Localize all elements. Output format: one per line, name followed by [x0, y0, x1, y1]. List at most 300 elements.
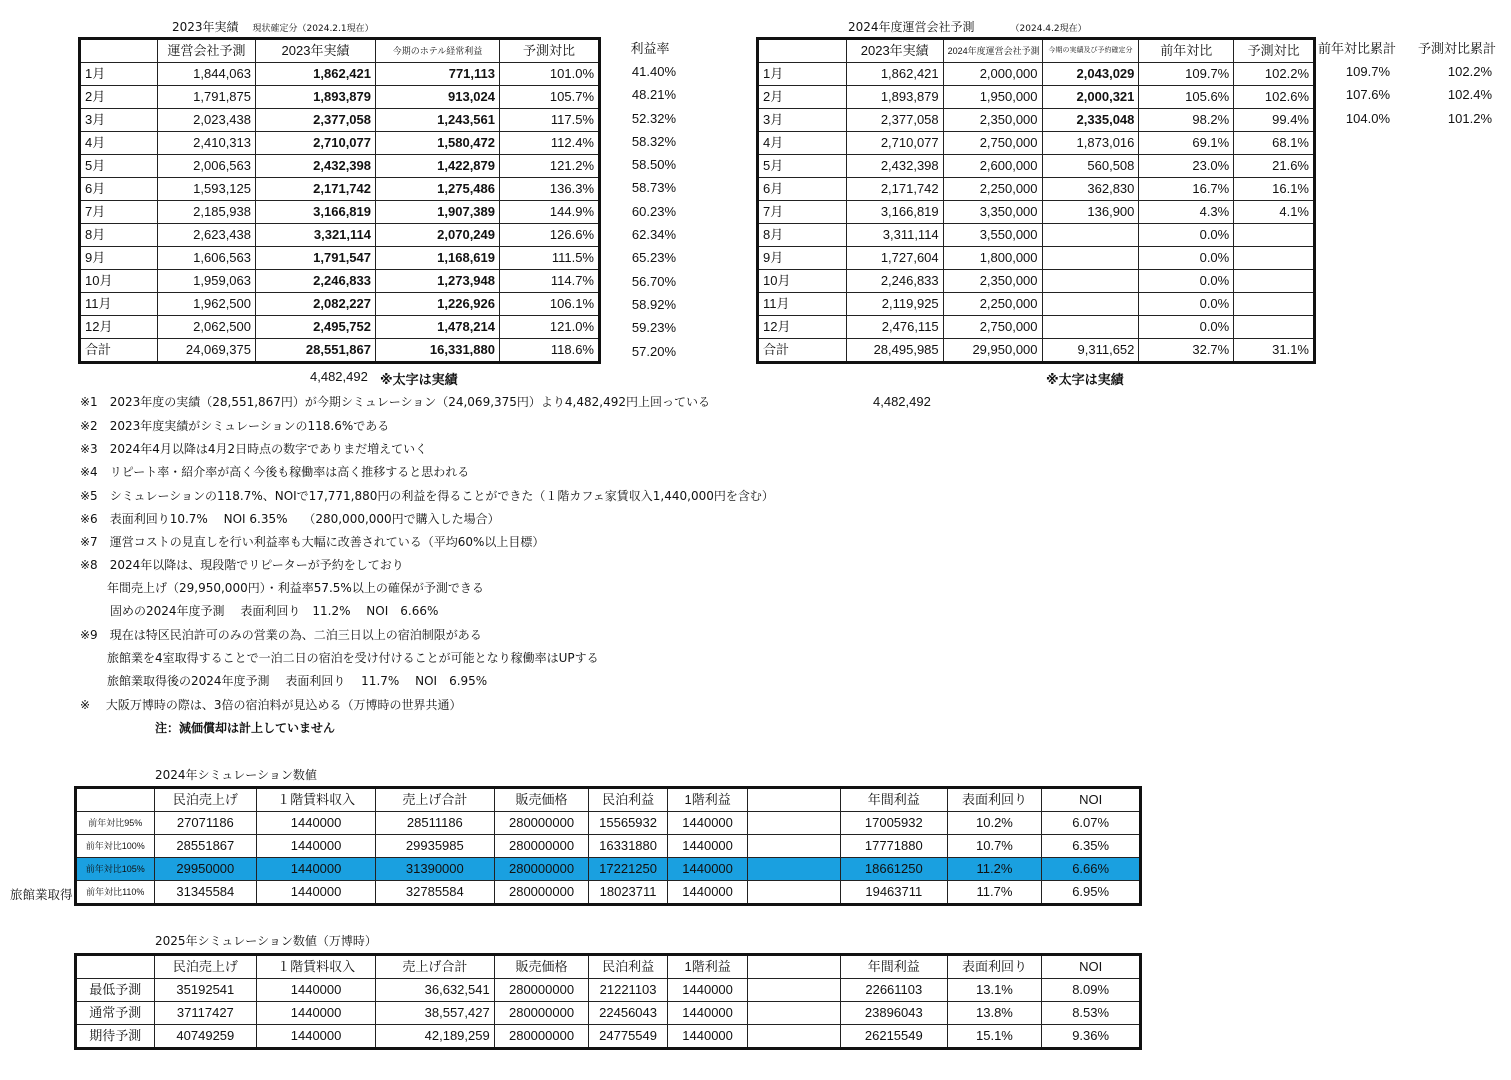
- column-header: 予測対比: [500, 39, 600, 63]
- table-cell: [1042, 316, 1139, 339]
- table-cell: 106.1%: [500, 293, 600, 316]
- note-line: ※8 2024年以降は、現段階でリピーターが予約をしており: [80, 558, 404, 572]
- table-cell: [1234, 270, 1315, 293]
- table-row: [76, 812, 1141, 835]
- table-cell: 1,844,063: [158, 63, 256, 86]
- table-cell: 109.7%: [1139, 63, 1234, 86]
- table-cell: 17771880: [840, 835, 947, 858]
- table-cell: [748, 1025, 841, 1049]
- table-cell: 2,623,438: [158, 224, 256, 247]
- column-header: 今期のホテル経常利益: [376, 39, 500, 63]
- column-header: 売上げ合計: [375, 788, 494, 812]
- table-row: [76, 881, 1141, 905]
- month-label: 9月: [758, 247, 847, 270]
- table-cell: 1,959,063: [158, 270, 256, 293]
- table-cell: 101.0%: [500, 63, 600, 86]
- month-label: 7月: [80, 201, 158, 224]
- table-cell: 16,331,880: [376, 339, 500, 363]
- table-row: [758, 178, 1315, 201]
- table-cell: 32785584: [375, 881, 494, 905]
- table-cell: 4.3%: [1139, 201, 1234, 224]
- table-cell: 17221250: [589, 858, 668, 881]
- difference-2024: 4,482,492: [873, 394, 931, 409]
- table-cell: 15565932: [589, 812, 668, 835]
- note-line: 旅館業取得後の2024年度予測 表面利回り 11.7% NOI 6.95%: [107, 674, 488, 688]
- cumulative-columns: [1318, 37, 1498, 130]
- table-cell: 16.7%: [1139, 178, 1234, 201]
- table-cell: 23.0%: [1139, 155, 1234, 178]
- table-cell: 26215549: [840, 1025, 947, 1049]
- table-cell: 1440000: [667, 858, 748, 881]
- table-row: [76, 835, 1141, 858]
- table-cell: 11.7%: [947, 881, 1042, 905]
- table-cell: 3,311,114: [846, 224, 943, 247]
- table-cell: 1440000: [667, 812, 748, 835]
- table-cell: 2,710,077: [846, 132, 943, 155]
- table-cell: 2,043,029: [1042, 63, 1139, 86]
- highlighted-row: [76, 858, 1141, 881]
- month-label: 1月: [758, 63, 847, 86]
- table-row: [80, 316, 600, 339]
- scenario-label: 前年対比100%: [76, 835, 155, 858]
- table-row: [758, 316, 1315, 339]
- table-cell: 560,508: [1042, 155, 1139, 178]
- table-cell: 2,750,000: [943, 316, 1042, 339]
- table-cell: 3,166,819: [846, 201, 943, 224]
- table-cell: 280000000: [494, 812, 589, 835]
- table-row: [758, 109, 1315, 132]
- table-cell: 111.5%: [500, 247, 600, 270]
- table-cell: 29,950,000: [943, 339, 1042, 363]
- table-cell: 913,024: [376, 86, 500, 109]
- table-2024-caption: [848, 18, 1087, 35]
- table-cell: 19463711: [840, 881, 947, 905]
- table-cell: 0.0%: [1139, 316, 1234, 339]
- table-cell: 23896043: [840, 1002, 947, 1025]
- table-cell: 1,862,421: [846, 63, 943, 86]
- table-cell: 2,750,000: [943, 132, 1042, 155]
- sim-2024-table: [74, 786, 1142, 906]
- note-line: ※1 2023年度の実績（28,551,867円）が今期シミュレーション（24,069,375円）より4,482,492円上回っている: [80, 395, 710, 409]
- table-cell: 1,422,879: [376, 155, 500, 178]
- profit-rate-value: 58.32%: [631, 133, 676, 149]
- table-cell: 2,432,398: [256, 155, 376, 178]
- column-header: １階賃料収入: [257, 955, 376, 979]
- table-cell: 362,830: [1042, 178, 1139, 201]
- note-line: ※7 運営コストの見直しを行い利益率も大幅に改善されている（平均60%以上目標）: [80, 535, 545, 549]
- table-row: [80, 247, 600, 270]
- table-cell: [748, 979, 841, 1002]
- table-cell: 1440000: [667, 1025, 748, 1049]
- table-cell: 1,243,561: [376, 109, 500, 132]
- table-cell: 2,023,438: [158, 109, 256, 132]
- table-cell: 9,311,652: [1042, 339, 1139, 363]
- profit-rate-value: 52.32%: [631, 110, 676, 126]
- table-row: [758, 293, 1315, 316]
- profit-rate-value: 57.20%: [631, 343, 676, 359]
- table-cell: 37117427: [154, 1002, 257, 1025]
- cumulative-forecast-value: 102.4%: [1447, 87, 1492, 103]
- table-cell: 16.1%: [1234, 178, 1315, 201]
- table-cell: 3,321,114: [256, 224, 376, 247]
- table-cell: 98.2%: [1139, 109, 1234, 132]
- cumulative-yoy-value: 107.6%: [1345, 87, 1390, 103]
- column-header: [76, 788, 155, 812]
- table-cell: 1,275,486: [376, 178, 500, 201]
- sim2025-header-row: [76, 955, 1141, 979]
- table-cell: 280000000: [494, 835, 589, 858]
- table-row: [80, 293, 600, 316]
- table-cell: 2,432,398: [846, 155, 943, 178]
- table-row: [76, 1002, 1141, 1025]
- table-row: [80, 201, 600, 224]
- table-cell: [748, 1002, 841, 1025]
- table-row: [758, 339, 1315, 363]
- table-cell: 1,168,619: [376, 247, 500, 270]
- bold-legend-2023: ※太字は実績: [380, 373, 458, 388]
- month-label: 12月: [758, 316, 847, 339]
- table-cell: 1,273,948: [376, 270, 500, 293]
- cumulative-forecast-value: 101.2%: [1447, 110, 1492, 126]
- month-label: 8月: [758, 224, 847, 247]
- cumulative-yoy-value: 109.7%: [1345, 64, 1390, 79]
- table-cell: 1,862,421: [256, 63, 376, 86]
- table-cell: 68.1%: [1234, 132, 1315, 155]
- sim-2025-table: [74, 953, 1142, 1050]
- table-cell: 1440000: [667, 979, 748, 1002]
- column-header: [748, 788, 841, 812]
- scenario-label: 前年対比105%: [76, 858, 155, 881]
- table-2023-header-row: [80, 39, 600, 63]
- month-label: 10月: [758, 270, 847, 293]
- note-line: ※ 大阪万博時の際は、3倍の宿泊料が見込める（万博時の世界共通）: [80, 698, 462, 712]
- table-cell: 32.7%: [1139, 339, 1234, 363]
- table-cell: 2,377,058: [256, 109, 376, 132]
- table-cell: 31390000: [375, 858, 494, 881]
- sim-2025-title: 2025年シミュレーション数値（万博時）: [155, 934, 377, 948]
- table-cell: 11.2%: [947, 858, 1042, 881]
- table-cell: 3,350,000: [943, 201, 1042, 224]
- scenario-label: 期待予測: [76, 1025, 155, 1049]
- table-row: [758, 201, 1315, 224]
- table-cell: 280000000: [494, 979, 589, 1002]
- column-header: １階賃料収入: [257, 788, 376, 812]
- column-header: [76, 955, 155, 979]
- column-header: [80, 39, 158, 63]
- table-2024-header-row: [758, 39, 1315, 63]
- table-cell: 1440000: [257, 1025, 376, 1049]
- profit-rate-value: 41.40%: [631, 64, 676, 79]
- table-cell: 1,950,000: [943, 86, 1042, 109]
- table-cell: 105.6%: [1139, 86, 1234, 109]
- table-row: [80, 86, 600, 109]
- month-label: 1月: [80, 63, 158, 86]
- table-2023-caption: [172, 18, 374, 35]
- scenario-label: 前年対比110%: [76, 881, 155, 905]
- table-cell: 18023711: [589, 881, 668, 905]
- column-header: [748, 955, 841, 979]
- profit-rate-header: 利益率: [630, 41, 670, 56]
- table-cell: 0.0%: [1139, 293, 1234, 316]
- month-label: 合計: [80, 339, 158, 363]
- table-cell: 1440000: [257, 812, 376, 835]
- table-cell: 42,189,259: [375, 1025, 494, 1049]
- table-cell: [1234, 247, 1315, 270]
- profit-rate-value: 58.73%: [631, 180, 676, 196]
- table-cell: 24775549: [589, 1025, 668, 1049]
- table-2024-status-note: （2024.4.2現在）: [1010, 24, 1087, 34]
- cumulative-row: [1318, 60, 1498, 83]
- table-cell: 1,606,563: [158, 247, 256, 270]
- table-cell: 1,580,472: [376, 132, 500, 155]
- table-cell: 2,710,077: [256, 132, 376, 155]
- table-cell: [1042, 224, 1139, 247]
- table-2023-title: 2023年実績: [172, 20, 239, 34]
- profit-rate-value: 60.23%: [631, 203, 676, 219]
- profit-rate-value: 65.23%: [631, 250, 676, 266]
- table-cell: 1,478,214: [376, 316, 500, 339]
- profit-rate-value: 56.70%: [631, 273, 676, 289]
- table-cell: 28551867: [154, 835, 257, 858]
- table-cell: 18661250: [840, 858, 947, 881]
- table-cell: 2,476,115: [846, 316, 943, 339]
- table-cell: 136.3%: [500, 178, 600, 201]
- table-cell: 1,593,125: [158, 178, 256, 201]
- cumulative-yoy-value: 104.0%: [1345, 110, 1390, 126]
- column-header: 民泊利益: [589, 788, 668, 812]
- month-label: 8月: [80, 224, 158, 247]
- table-cell: 6.07%: [1042, 812, 1141, 835]
- table-cell: 1440000: [257, 979, 376, 1002]
- column-header: 2023年実績: [256, 39, 376, 63]
- table-cell: 2,250,000: [943, 178, 1042, 201]
- scenario-label: 前年対比95%: [76, 812, 155, 835]
- note-line: ※9 現在は特区民泊許可のみの営業の為、二泊三日以上の宿泊制限がある: [80, 628, 482, 642]
- table-cell: 2,062,500: [158, 316, 256, 339]
- table-cell: 31345584: [154, 881, 257, 905]
- table-cell: 280000000: [494, 881, 589, 905]
- table-cell: [1042, 270, 1139, 293]
- column-header: 民泊売上げ: [154, 955, 257, 979]
- table-cell: 1,907,389: [376, 201, 500, 224]
- table-cell: 2,171,742: [846, 178, 943, 201]
- table-cell: 69.1%: [1139, 132, 1234, 155]
- cumulative-forecast-header: 予測対比累計: [1417, 41, 1496, 56]
- table-row: [758, 63, 1315, 86]
- column-header: 販売価格: [494, 955, 589, 979]
- column-header: 1階利益: [667, 788, 748, 812]
- table-cell: 31.1%: [1234, 339, 1315, 363]
- table-cell: 1440000: [667, 881, 748, 905]
- table-cell: 28,495,985: [846, 339, 943, 363]
- table-2024-forecast: [756, 37, 1316, 364]
- profit-rate-value: 58.50%: [631, 157, 676, 173]
- table-cell: 1,791,547: [256, 247, 376, 270]
- month-label: 6月: [80, 178, 158, 201]
- table-cell: 16331880: [589, 835, 668, 858]
- table-row: [758, 270, 1315, 293]
- table-cell: 0.0%: [1139, 270, 1234, 293]
- profit-rate-column: [600, 37, 700, 363]
- table-cell: 280000000: [494, 1025, 589, 1049]
- profit-rate-value: 59.23%: [631, 320, 676, 336]
- note-line: 年間売上げ（29,950,000円）・利益率57.5%以上の確保が予測できる: [107, 581, 484, 595]
- month-label: 9月: [80, 247, 158, 270]
- table-cell: 6.35%: [1042, 835, 1141, 858]
- table-cell: 9.36%: [1042, 1025, 1141, 1049]
- month-label: 10月: [80, 270, 158, 293]
- table-row: [80, 178, 600, 201]
- table-cell: 136,900: [1042, 201, 1139, 224]
- table-cell: 8.09%: [1042, 979, 1141, 1002]
- table-cell: [1042, 293, 1139, 316]
- table-cell: 1440000: [257, 1002, 376, 1025]
- table-cell: 2,600,000: [943, 155, 1042, 178]
- table-cell: 1440000: [667, 1002, 748, 1025]
- table-cell: 28511186: [375, 812, 494, 835]
- month-label: 6月: [758, 178, 847, 201]
- table-cell: 3,166,819: [256, 201, 376, 224]
- profit-rate-value: 62.34%: [631, 227, 676, 243]
- table-cell: 2,171,742: [256, 178, 376, 201]
- table-cell: 144.9%: [500, 201, 600, 224]
- table-cell: 114.7%: [500, 270, 600, 293]
- depreciation-note: 注：減価償却は計上していません: [155, 721, 336, 735]
- table-cell: 2,410,313: [158, 132, 256, 155]
- note-line: ※6 表面利回り10.7% NOI 6.35% （280,000,000円で購入した場合）: [80, 512, 500, 526]
- table-cell: 6.95%: [1042, 881, 1141, 905]
- note-line: ※4 リピート率・紹介率が高く今後も稼働率は高く推移すると思われる: [80, 465, 470, 479]
- cumulative-forecast-value: 102.2%: [1447, 64, 1492, 79]
- month-label: 4月: [758, 132, 847, 155]
- table-cell: [748, 812, 841, 835]
- table-cell: 1,226,926: [376, 293, 500, 316]
- cumulative-yoy-header: 前年対比累計: [1318, 41, 1397, 56]
- table-cell: [1234, 316, 1315, 339]
- sim2024-header-row: [76, 788, 1141, 812]
- table-row: [80, 270, 600, 293]
- sim-2024-title: 2024年シミュレーション数値: [155, 768, 317, 782]
- table-cell: 22661103: [840, 979, 947, 1002]
- month-label: 2月: [80, 86, 158, 109]
- table-cell: 35192541: [154, 979, 257, 1002]
- table-cell: 2,246,833: [846, 270, 943, 293]
- table-cell: 4.1%: [1234, 201, 1315, 224]
- table-2024-title: 2024年度運営会社予測: [848, 20, 975, 34]
- table-cell: 2,377,058: [846, 109, 943, 132]
- column-header: NOI: [1042, 955, 1141, 979]
- month-label: 3月: [758, 109, 847, 132]
- table-cell: 2,350,000: [943, 270, 1042, 293]
- table-cell: 1440000: [667, 835, 748, 858]
- profit-rate-value: 48.21%: [631, 87, 676, 103]
- table-cell: 2,250,000: [943, 293, 1042, 316]
- table-row: [758, 132, 1315, 155]
- table-cell: 1,893,879: [846, 86, 943, 109]
- month-label: 4月: [80, 132, 158, 155]
- table-cell: [1234, 293, 1315, 316]
- table-cell: 13.8%: [947, 1002, 1042, 1025]
- table-cell: 2,335,048: [1042, 109, 1139, 132]
- table-row: [758, 224, 1315, 247]
- table-cell: 121.0%: [500, 316, 600, 339]
- table-cell: 3,550,000: [943, 224, 1042, 247]
- month-label: 12月: [80, 316, 158, 339]
- table-row: [76, 979, 1141, 1002]
- column-header: 今期の実績及び予約確定分: [1042, 39, 1139, 63]
- ryokan-license-label: 旅館業取得: [10, 888, 73, 902]
- table-cell: 2,070,249: [376, 224, 500, 247]
- column-header: 1階利益: [667, 955, 748, 979]
- table-cell: 280000000: [494, 858, 589, 881]
- table-cell: 99.4%: [1234, 109, 1315, 132]
- table-cell: 1,791,875: [158, 86, 256, 109]
- table-row: [80, 339, 600, 363]
- table-cell: 24,069,375: [158, 339, 256, 363]
- bold-legend-2024: ※太字は実績: [1046, 373, 1124, 388]
- month-label: 5月: [80, 155, 158, 178]
- table-cell: 117.5%: [500, 109, 600, 132]
- table-row: [80, 63, 600, 86]
- table-cell: 10.7%: [947, 835, 1042, 858]
- table-cell: 280000000: [494, 1002, 589, 1025]
- scenario-label: 通常予測: [76, 1002, 155, 1025]
- table-cell: 2,000,321: [1042, 86, 1139, 109]
- note-line: 固めの2024年度予測 表面利回り 11.2% NOI 6.66%: [110, 604, 439, 618]
- column-header: 民泊売上げ: [154, 788, 257, 812]
- table-cell: 2,246,833: [256, 270, 376, 293]
- table-cell: 29935985: [375, 835, 494, 858]
- table-cell: 13.1%: [947, 979, 1042, 1002]
- table-row: [80, 109, 600, 132]
- profit-rate-value: 58.92%: [631, 296, 676, 312]
- note-line: ※2 2023年度実績がシミュレーションの118.6%である: [80, 419, 390, 433]
- table-cell: 118.6%: [500, 339, 600, 363]
- table-cell: 10.2%: [947, 812, 1042, 835]
- table-row: [758, 86, 1315, 109]
- table-row: [758, 247, 1315, 270]
- cumulative-row: [1318, 83, 1498, 106]
- table-cell: 126.6%: [500, 224, 600, 247]
- table-cell: 2,185,938: [158, 201, 256, 224]
- table-cell: 1440000: [257, 881, 376, 905]
- month-label: 7月: [758, 201, 847, 224]
- month-label: 5月: [758, 155, 847, 178]
- month-label: 11月: [80, 293, 158, 316]
- table-cell: 17005932: [840, 812, 947, 835]
- column-header: 予測対比: [1234, 39, 1315, 63]
- note-line: ※5 シミュレーションの118.7%、NOIで17,771,880円の利益を得ることができた（１階カフェ家賃収入1,440,000円を含む）: [80, 489, 774, 503]
- scenario-label: 最低予測: [76, 979, 155, 1002]
- month-label: 合計: [758, 339, 847, 363]
- table-cell: 21221103: [589, 979, 668, 1002]
- table-cell: 38,557,427: [375, 1002, 494, 1025]
- table-cell: 102.2%: [1234, 63, 1315, 86]
- table-row: [80, 224, 600, 247]
- column-header: NOI: [1042, 788, 1141, 812]
- table-cell: 0.0%: [1139, 247, 1234, 270]
- table-cell: [1234, 224, 1315, 247]
- table-cell: 1,893,879: [256, 86, 376, 109]
- table-row: [758, 155, 1315, 178]
- table-cell: 15.1%: [947, 1025, 1042, 1049]
- table-row: [80, 132, 600, 155]
- table-cell: 105.7%: [500, 86, 600, 109]
- column-header: 2024年度運営会社予測: [943, 39, 1042, 63]
- note-line: 旅館業を4室取得することで一泊二日の宿泊を受け付けることが可能となり稼働率はUPする: [107, 651, 599, 665]
- table-cell: 29950000: [154, 858, 257, 881]
- month-label: 11月: [758, 293, 847, 316]
